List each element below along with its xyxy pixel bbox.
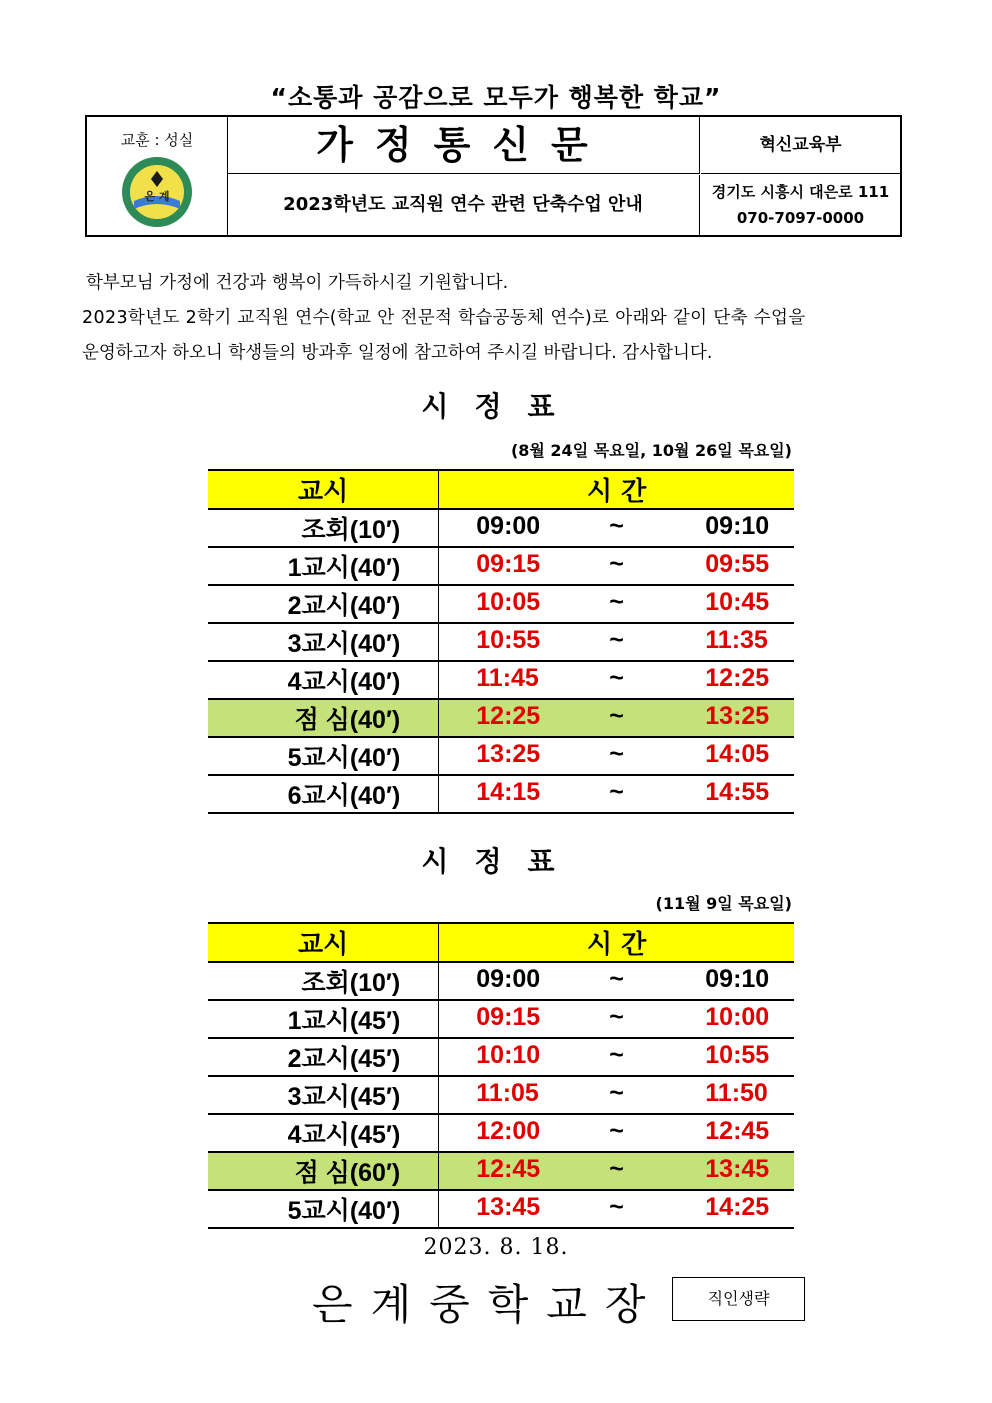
start-time: 09:15 <box>476 1003 541 1031</box>
period-cell: 조회(10′) <box>208 509 439 547</box>
intro-paragraph <box>82 266 922 371</box>
start-time: 09:15 <box>476 550 541 578</box>
schedule-1-date: (8월 24일 목요일, 10월 26일 목요일) <box>510 441 792 460</box>
header-time: 시 간 <box>439 923 794 962</box>
start-time: 13:45 <box>476 1193 541 1221</box>
end-time: 09:55 <box>705 550 770 578</box>
time-separator: ~ <box>609 1117 624 1145</box>
time-cell <box>439 585 794 623</box>
table-header-row <box>208 470 794 509</box>
table-row <box>208 585 794 623</box>
time-separator: ~ <box>609 1041 624 1069</box>
period-cell: 점 심(40′) <box>208 699 439 737</box>
time-cell <box>439 661 794 699</box>
time-separator: ~ <box>609 588 624 616</box>
time-separator: ~ <box>609 512 624 540</box>
svg-text:은 계: 은 계 <box>144 190 170 203</box>
end-time: 10:00 <box>705 1003 770 1031</box>
time-separator: ~ <box>609 550 624 578</box>
end-time: 13:45 <box>705 1155 770 1183</box>
time-separator: ~ <box>609 626 624 654</box>
start-time: 11:05 <box>476 1079 539 1107</box>
period-cell: 점 심(60′) <box>208 1152 439 1190</box>
time-cell <box>439 1038 794 1076</box>
time-separator: ~ <box>609 965 624 993</box>
period-cell: 1교시(40′) <box>208 547 439 585</box>
end-time: 12:25 <box>705 664 770 692</box>
table-row <box>208 509 794 547</box>
period-cell: 2교시(45′) <box>208 1038 439 1076</box>
letter-header <box>85 115 902 237</box>
table-row <box>208 1152 794 1190</box>
table-row <box>208 737 794 775</box>
school-phone: 070-7097-0000 <box>736 209 865 227</box>
time-separator: ~ <box>609 1079 624 1107</box>
period-cell: 3교시(40′) <box>208 623 439 661</box>
time-cell <box>439 623 794 661</box>
time-separator: ~ <box>609 1155 624 1183</box>
period-cell: 3교시(45′) <box>208 1076 439 1114</box>
schedule-1-title: 시정표 <box>421 390 581 423</box>
schedule-2-title: 시정표 <box>421 845 581 878</box>
intro-line-2: 2023학년도 2학기 교직원 연수(학교 안 전문적 학습공동체 연수)로 아래와 같이 단축 수업을 <box>82 308 806 328</box>
time-cell <box>439 1190 794 1228</box>
period-cell: 2교시(40′) <box>208 585 439 623</box>
time-separator: ~ <box>609 740 624 768</box>
period-cell: 4교시(45′) <box>208 1114 439 1152</box>
end-time: 14:55 <box>705 778 770 806</box>
table-row <box>208 699 794 737</box>
time-cell <box>439 1076 794 1114</box>
table-row <box>208 547 794 585</box>
slogan: “소통과 공감으로 모두가 행복한 학교” <box>270 83 722 112</box>
schedule-2-table <box>208 922 794 1229</box>
document-subtitle: 2023학년도 교직원 연수 관련 단축수업 안내 <box>227 175 700 235</box>
time-cell <box>439 962 794 1000</box>
time-cell <box>439 737 794 775</box>
start-time: 09:00 <box>476 512 541 540</box>
end-time: 09:10 <box>705 512 770 540</box>
table-row <box>208 1038 794 1076</box>
time-cell <box>439 547 794 585</box>
school-motto: 교훈 : 성실 <box>120 131 194 149</box>
intro-line-1: 학부모님 가정에 건강과 행복이 가득하시길 기원합니다. <box>86 273 509 293</box>
seal-omitted-box: 직인생략 <box>672 1277 805 1321</box>
end-time: 10:55 <box>705 1041 770 1069</box>
start-time: 11:45 <box>476 664 539 692</box>
principal-signature: 은계중학교장 <box>312 1280 664 1329</box>
time-separator: ~ <box>609 664 624 692</box>
time-cell <box>439 775 794 813</box>
school-logo-icon <box>120 155 194 229</box>
table-row <box>208 1000 794 1038</box>
start-time: 12:00 <box>476 1117 541 1145</box>
start-time: 13:25 <box>476 740 541 768</box>
schedule-2-date: (11월 9일 목요일) <box>655 894 792 913</box>
header-period: 교시 <box>208 470 439 509</box>
department: 혁신교육부 <box>701 117 900 174</box>
table-header-row <box>208 923 794 962</box>
start-time: 14:15 <box>476 778 541 806</box>
table-row <box>208 1114 794 1152</box>
start-time: 10:10 <box>476 1041 541 1069</box>
table-row <box>208 1190 794 1228</box>
header-period: 교시 <box>208 923 439 962</box>
end-time: 10:45 <box>705 588 770 616</box>
time-cell <box>439 1000 794 1038</box>
document-title: 가정통신문 <box>227 117 700 174</box>
end-time: 11:50 <box>705 1079 768 1107</box>
end-time: 12:45 <box>705 1117 770 1145</box>
school-address: 경기도 시흥시 대은로 111 <box>711 183 890 201</box>
table-row <box>208 962 794 1000</box>
time-cell <box>439 509 794 547</box>
table-row <box>208 1076 794 1114</box>
time-separator: ~ <box>609 702 624 730</box>
table-row <box>208 623 794 661</box>
end-time: 13:25 <box>705 702 770 730</box>
period-cell: 4교시(40′) <box>208 661 439 699</box>
start-time: 12:25 <box>476 702 541 730</box>
table-row <box>208 661 794 699</box>
start-time: 10:05 <box>476 588 541 616</box>
motto-cell <box>87 117 228 235</box>
schedule-1-table <box>208 469 794 814</box>
start-time: 09:00 <box>476 965 541 993</box>
start-time: 10:55 <box>476 626 541 654</box>
end-time: 14:05 <box>705 740 770 768</box>
time-cell <box>439 1152 794 1190</box>
time-separator: ~ <box>609 1193 624 1221</box>
intro-line-3: 운영하고자 하오니 학생들의 방과후 일정에 참고하여 주시길 바랍니다. 감사합니다. <box>82 343 713 363</box>
start-time: 12:45 <box>476 1155 541 1183</box>
period-cell: 조회(10′) <box>208 962 439 1000</box>
header-time: 시 간 <box>439 470 794 509</box>
time-separator: ~ <box>609 1003 624 1031</box>
period-cell: 1교시(45′) <box>208 1000 439 1038</box>
period-cell: 6교시(40′) <box>208 775 439 813</box>
period-cell: 5교시(40′) <box>208 737 439 775</box>
contact-info <box>701 179 900 231</box>
issue-date: 2023. 8. 18. <box>423 1235 569 1260</box>
time-separator: ~ <box>609 778 624 806</box>
end-time: 14:25 <box>705 1193 770 1221</box>
time-cell <box>439 1114 794 1152</box>
period-cell: 5교시(40′) <box>208 1190 439 1228</box>
time-cell <box>439 699 794 737</box>
end-time: 09:10 <box>705 965 770 993</box>
end-time: 11:35 <box>705 626 768 654</box>
table-row <box>208 775 794 813</box>
